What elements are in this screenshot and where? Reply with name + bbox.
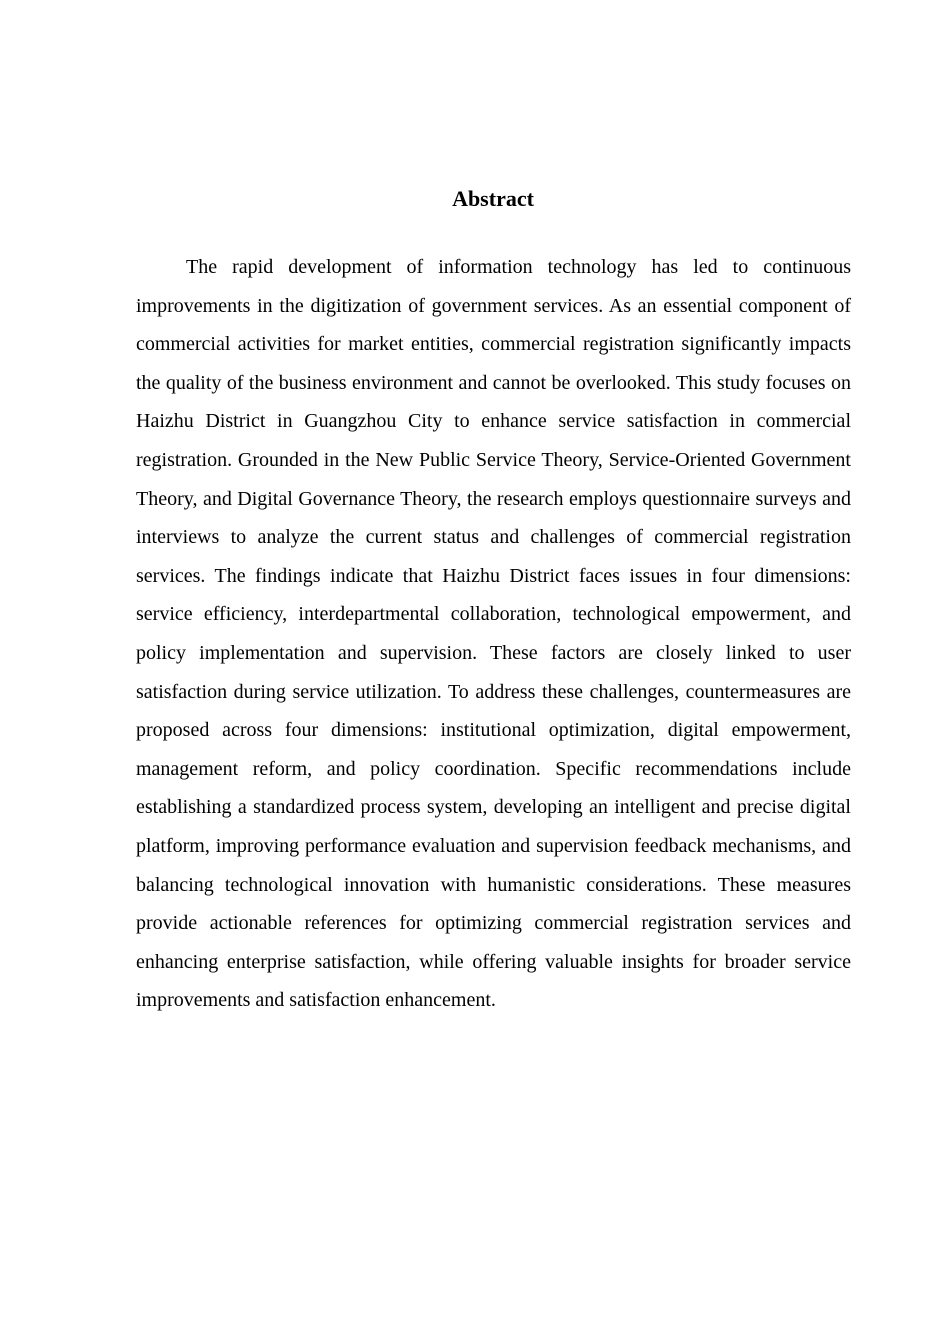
abstract-title: Abstract xyxy=(452,186,534,211)
abstract-paragraph: The rapid development of information technology has led to continuous improvements in the digitization of government services. As an essential component of commercial activities for market entities, commercial registration significantly impacts the quality of the business environment and cannot be overlooked. This study focuses on Haizhu District in Guangzhou City to enhance service satisfaction in commercial registration. Grounded in the New Public Service Theory, Service-Oriented Government Theory, and Digital Governance Theory, the research employs questionnaire surveys and interviews to analyze the current status and challenges of commercial registration services. The findings indicate that Haizhu District faces issues in four dimensions: service efficiency, interdepartmental collaboration, technological empowerment, and policy implementation and supervision. These factors are closely linked to user satisfaction during service utilization. To address these challenges, countermeasures are proposed across four dimensions: institutional optimization, digital empowerment, management reform, and policy coordination. Specific recommendations include establishing a standardized process system, developing an intelligent and precise digital platform, improving performance evaluation and supervision feedback mechanisms, and balancing technological innovation with humanistic considerations. These measures provide actionable references for optimizing commercial registration services and enhancing enterprise satisfaction, while offering valuable insights for broader service improvements and satisfaction enhancement. xyxy=(136,256,851,1012)
